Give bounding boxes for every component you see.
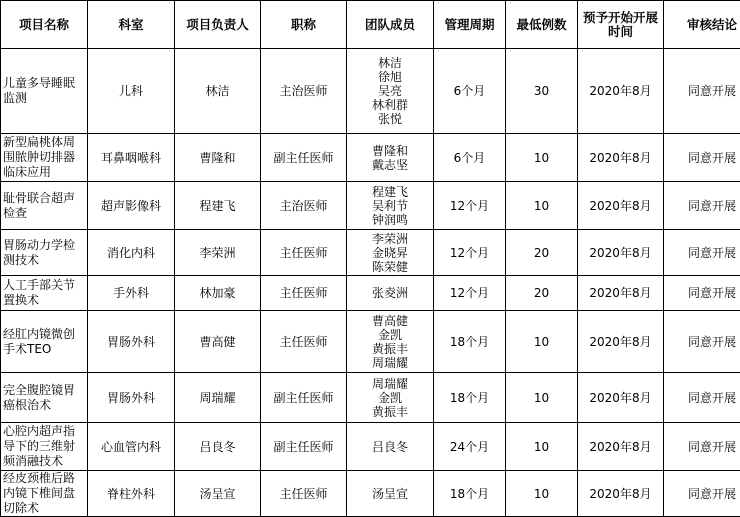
min-cases-cell: 10 [506, 423, 578, 471]
start-date-cell: 2020年8月 [578, 311, 664, 373]
period-cell: 18个月 [434, 373, 506, 423]
result-cell: 同意开展 [664, 311, 740, 373]
leader-cell: 吕良冬 [175, 423, 261, 471]
start-date-cell: 2020年8月 [578, 471, 664, 517]
project-name-cell: 新型扁桃体周围脓肿切排器临床应用 [1, 134, 88, 182]
dept-cell: 胃肠外科 [88, 373, 175, 423]
members-cell: 李荣洲 金晓昇 陈荣健 [347, 230, 434, 276]
dept-cell: 耳鼻咽喉科 [88, 134, 175, 182]
period-cell: 12个月 [434, 230, 506, 276]
leader-cell: 曹高健 [175, 311, 261, 373]
title-cell: 主治医师 [261, 49, 347, 134]
members-cell: 林洁 徐旭 吴亮 林利群 张悦 [347, 49, 434, 134]
result-cell: 同意开展 [664, 134, 740, 182]
result-cell: 同意开展 [664, 276, 740, 311]
header-cell: 项目负责人 [175, 1, 261, 49]
header-cell: 审核结论 [664, 1, 740, 49]
min-cases-cell: 20 [506, 276, 578, 311]
period-cell: 18个月 [434, 471, 506, 517]
period-cell: 24个月 [434, 423, 506, 471]
table-row [1, 311, 740, 373]
header-cell: 科室 [88, 1, 175, 49]
min-cases-cell: 10 [506, 373, 578, 423]
result-cell: 同意开展 [664, 230, 740, 276]
members-cell: 程建飞 吴利节 钟润鸣 [347, 182, 434, 230]
dept-cell: 消化内科 [88, 230, 175, 276]
result-cell: 同意开展 [664, 182, 740, 230]
header-row [1, 1, 740, 49]
dept-cell: 脊柱外科 [88, 471, 175, 517]
dept-cell: 胃肠外科 [88, 311, 175, 373]
period-cell: 6个月 [434, 49, 506, 134]
period-cell: 12个月 [434, 182, 506, 230]
dept-cell: 超声影像科 [88, 182, 175, 230]
dept-cell: 儿科 [88, 49, 175, 134]
period-cell: 18个月 [434, 311, 506, 373]
min-cases-cell: 10 [506, 182, 578, 230]
header-cell: 项目名称 [1, 1, 88, 49]
header-cell: 管理周期 [434, 1, 506, 49]
period-cell: 12个月 [434, 276, 506, 311]
min-cases-cell: 10 [506, 134, 578, 182]
start-date-cell: 2020年8月 [578, 373, 664, 423]
members-cell: 张夌洲 [347, 276, 434, 311]
project-name-cell: 经肛内镜微创手术TEO [1, 311, 88, 373]
project-name-cell: 儿童多导睡眠监测 [1, 49, 88, 134]
title-cell: 副主任医师 [261, 423, 347, 471]
title-cell: 主任医师 [261, 230, 347, 276]
project-name-cell: 心腔内超声指导下的三维射频消融技术 [1, 423, 88, 471]
title-cell: 主治医师 [261, 182, 347, 230]
project-name-cell: 耻骨联合超声检查 [1, 182, 88, 230]
title-cell: 副主任医师 [261, 134, 347, 182]
result-cell: 同意开展 [664, 423, 740, 471]
min-cases-cell: 20 [506, 230, 578, 276]
header-cell: 最低例数 [506, 1, 578, 49]
leader-cell: 汤呈宣 [175, 471, 261, 517]
members-cell: 吕良冬 [347, 423, 434, 471]
header-cell: 预予开始开展时间 [578, 1, 664, 49]
members-cell: 周瑞耀 金凯 黄振丰 [347, 373, 434, 423]
members-cell: 曹隆和 戴志坚 [347, 134, 434, 182]
table-row [1, 182, 740, 230]
start-date-cell: 2020年8月 [578, 134, 664, 182]
title-cell: 主任医师 [261, 276, 347, 311]
table-row [1, 134, 740, 182]
title-cell: 主任医师 [261, 471, 347, 517]
leader-cell: 曹隆和 [175, 134, 261, 182]
project-name-cell: 经皮颈椎后路内镜下椎间盘切除术 [1, 471, 88, 517]
title-cell: 副主任医师 [261, 373, 347, 423]
dept-cell: 手外科 [88, 276, 175, 311]
start-date-cell: 2020年8月 [578, 182, 664, 230]
start-date-cell: 2020年8月 [578, 276, 664, 311]
leader-cell: 林加豪 [175, 276, 261, 311]
table-row [1, 230, 740, 276]
leader-cell: 周瑞耀 [175, 373, 261, 423]
table-row [1, 49, 740, 134]
table-row [1, 373, 740, 423]
title-cell: 主任医师 [261, 311, 347, 373]
dept-cell: 心血管内科 [88, 423, 175, 471]
table-row [1, 471, 740, 517]
table-row [1, 423, 740, 471]
project-name-cell: 胃肠动力学检测技术 [1, 230, 88, 276]
project-name-cell: 完全腹腔镜胃癌根治术 [1, 373, 88, 423]
period-cell: 6个月 [434, 134, 506, 182]
start-date-cell: 2020年8月 [578, 49, 664, 134]
result-cell: 同意开展 [664, 49, 740, 134]
min-cases-cell: 30 [506, 49, 578, 134]
leader-cell: 林洁 [175, 49, 261, 134]
result-cell: 同意开展 [664, 373, 740, 423]
result-cell: 同意开展 [664, 471, 740, 517]
leader-cell: 李荣洲 [175, 230, 261, 276]
header-cell: 团队成员 [347, 1, 434, 49]
start-date-cell: 2020年8月 [578, 230, 664, 276]
members-cell: 曹高健 金凯 黄振丰 周瑞耀 [347, 311, 434, 373]
min-cases-cell: 10 [506, 471, 578, 517]
start-date-cell: 2020年8月 [578, 423, 664, 471]
leader-cell: 程建飞 [175, 182, 261, 230]
header-cell: 职称 [261, 1, 347, 49]
project-name-cell: 人工手部关节置换术 [1, 276, 88, 311]
members-cell: 汤呈宣 [347, 471, 434, 517]
min-cases-cell: 10 [506, 311, 578, 373]
table-row [1, 276, 740, 311]
